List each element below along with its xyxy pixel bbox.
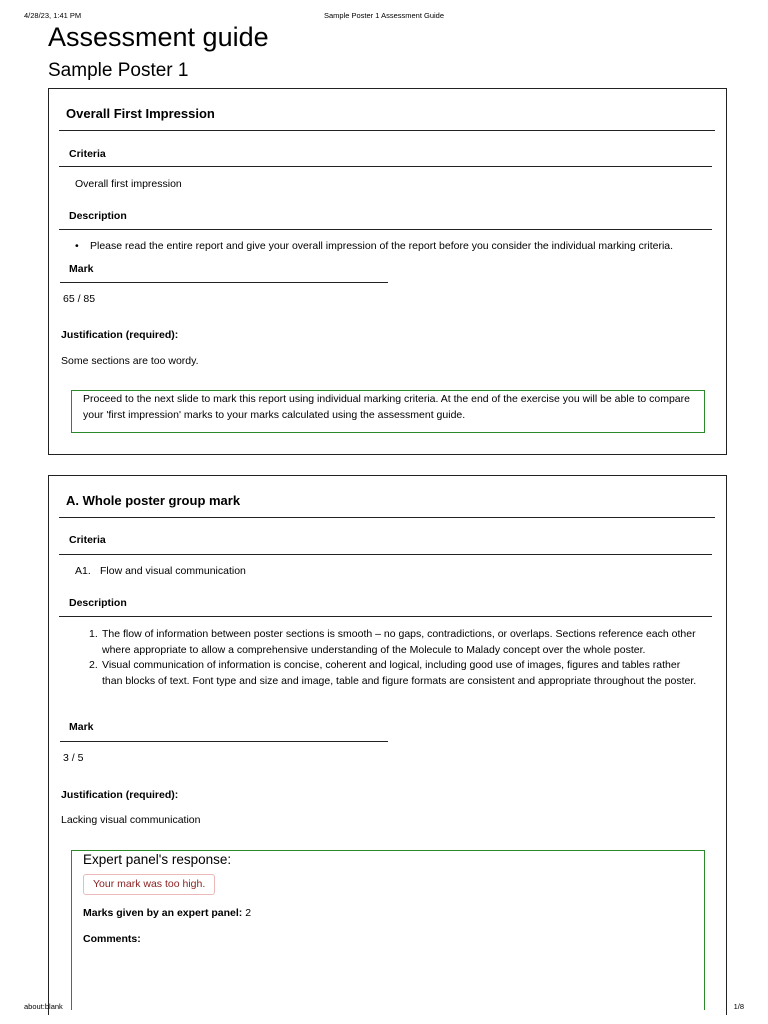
card-title: Overall First Impression (66, 106, 215, 121)
list-item (89, 658, 699, 689)
mark-value: 65 / 85 (63, 293, 96, 305)
justification-label: Justification (required): (61, 789, 179, 801)
divider (59, 517, 715, 518)
description-item-text: The flow of information between poster sections is smooth – no gaps, contradictions, or overlaps. Sections reference each other where appropriate to allow a comprehensive understanding of the Molecule to Malady concept over the whole poster. (102, 628, 696, 656)
divider (59, 554, 712, 555)
description-bullet-text: Please read the entire report and give your overall impression of the report before you consider the individual marking criteria. (90, 240, 674, 252)
divider (59, 616, 712, 617)
criteria-label: Criteria (69, 148, 106, 160)
expert-response-box (71, 850, 705, 1010)
print-doc-title: Sample Poster 1 Assessment Guide (323, 11, 445, 20)
mark-label: Mark (69, 721, 94, 733)
divider (59, 229, 712, 230)
print-footer (0, 1002, 768, 1014)
list-number: 1. (89, 628, 98, 640)
criteria-text: Flow and visual communication (100, 565, 246, 577)
description-list (89, 627, 699, 689)
expert-marks-label: Marks given by an expert panel: (83, 907, 243, 919)
divider (59, 130, 715, 131)
mark-label: Mark (69, 263, 94, 275)
description-item-text: Visual communication of information is concise, coherent and logical, including good use of images, figures and tables rather than blocks of text. Font type and size and image, table and figure formats are consistent and appropriate throughout the poster. (102, 659, 697, 687)
justification-text: Lacking visual communication (61, 814, 201, 826)
print-page-number: 1/8 (733, 1002, 744, 1011)
print-url: about:blank (24, 1002, 63, 1011)
justification-label: Justification (required): (61, 329, 179, 341)
page-title: Assessment guide (48, 22, 269, 52)
bullet-icon: • (75, 240, 79, 252)
list-number: 2. (89, 659, 98, 671)
justification-text: Some sections are too wordy. (61, 355, 199, 367)
description-list (75, 239, 715, 255)
page-subtitle: Sample Poster 1 (48, 60, 189, 81)
card-title: A. Whole poster group mark (66, 493, 241, 508)
criteria-text: Overall first impression (75, 178, 182, 190)
whole-poster-card (48, 475, 727, 1015)
comments-label: Comments: (83, 933, 141, 945)
mark-value: 3 / 5 (63, 752, 84, 764)
description-label: Description (69, 597, 127, 609)
list-item (75, 239, 715, 255)
expert-title: Expert panel's response: (83, 852, 232, 867)
criteria-label: Criteria (69, 534, 106, 546)
info-text: Proceed to the next slide to mark this report using individual marking criteria. At the end of the exercise you will be able to compare your 'first impression' marks to your marks calculated using the assessment guide. (83, 393, 690, 421)
print-datetime: 4/28/23, 1:41 PM (24, 11, 82, 20)
criteria-number: A1. (75, 565, 91, 577)
divider (60, 741, 388, 742)
info-box (71, 390, 705, 433)
expert-marks-value: 2 (245, 907, 252, 919)
mark-alert: Your mark was too high. (83, 874, 215, 895)
divider (60, 282, 388, 283)
first-impression-card (48, 88, 727, 455)
list-item (89, 627, 699, 658)
divider (59, 166, 712, 167)
description-label: Description (69, 210, 127, 222)
expert-marks (83, 907, 251, 919)
